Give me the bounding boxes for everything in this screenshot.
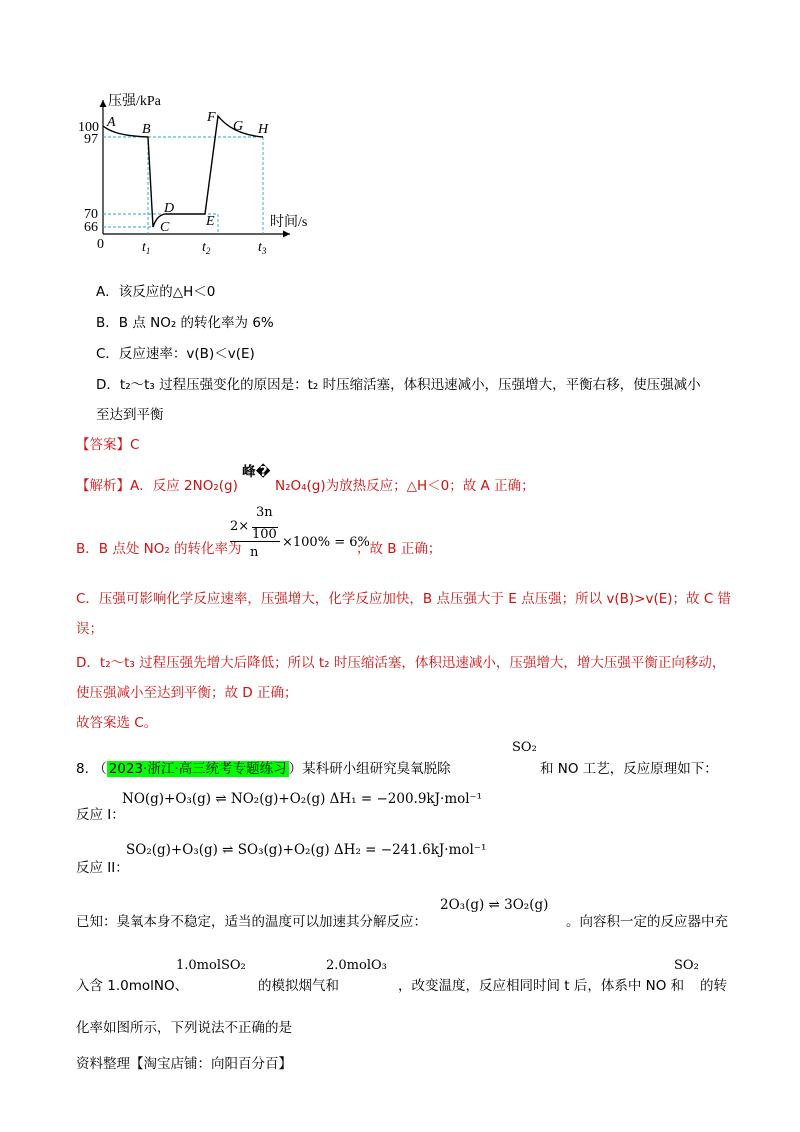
- known-text: 已知：臭氧本身不稳定，适当的温度可以加速其分解反应：: [76, 914, 427, 930]
- svg-text:G: G: [233, 119, 244, 134]
- analysis-c-line2: 误；: [76, 621, 103, 637]
- conditions-line-c: ，改变温度，反应相同时间 t 后，体系中 NO 和: [398, 978, 685, 994]
- o3-amount: 2.0molO₃: [326, 958, 387, 973]
- svg-text:A: A: [107, 115, 116, 130]
- y-axis-label: 压强/kPa: [108, 94, 161, 109]
- option-a: A．该反应的△H＜0: [96, 284, 216, 300]
- analysis-c-line1: C．压强可影响化学反应速率，压强增大，化学反应加快，B 点压强大于 E 点压强；所以 v(B)>v(E)；故 C 错: [76, 591, 732, 607]
- reaction-1-equation: NO(g)+O₃(g) ⇌ NO₂(g)+O₂(g) ΔH₁ = −200.9kJ·mol⁻¹: [122, 791, 483, 807]
- option-b: B．B 点 NO₂ 的转化率为 6%: [96, 315, 274, 331]
- reaction-2-equation: SO₂(g)+O₃(g) ⇌ SO₃(g)+O₂(g) ΔH₂ = −241.6kJ·mol⁻¹: [126, 842, 487, 858]
- guide-lines: [103, 137, 263, 234]
- reaction-1-label: 反应 I：: [76, 807, 125, 823]
- question-8-intro: 8. （ 2023·浙江·高三统考专题练习 ）某科研小组研究臭氧脱除: [76, 761, 451, 777]
- option-c: C．反应速率：v(B)＜v(E): [96, 346, 255, 362]
- reaction-2-label: 反应 II：: [76, 860, 129, 876]
- svg-text:H: H: [258, 122, 269, 137]
- option-d-line2: 至达到平衡: [96, 407, 164, 423]
- conditions-line-d: 的转: [700, 978, 727, 994]
- known-text-end: 。向容积一定的反应器中充: [566, 914, 728, 930]
- y-tick-97: 97: [84, 132, 98, 147]
- ozone-decomposition: 2O₃(g) ⇌ 3O₂(g): [440, 897, 549, 913]
- y-tick-66: 66: [84, 220, 98, 235]
- conditions-line-a: 入含 1.0molNO、: [76, 978, 189, 994]
- conditions-line-b: 的模拟烟气和: [258, 978, 339, 994]
- footer-source: 资料整理【淘宝店铺：向阳百分百】: [76, 1056, 292, 1072]
- analysis-d-line2: 使压强减小至达到平衡；故 D 正确；: [76, 685, 298, 701]
- so2-amount: 1.0molSO₂: [176, 958, 246, 973]
- x-tick-t1: $t_1$: [142, 240, 151, 256]
- conclusion: 故答案选 C。: [76, 715, 158, 731]
- y-tick-100: 100: [78, 120, 99, 135]
- answer: 【答案】C: [76, 437, 140, 453]
- x-tick-t2: $t_2$: [202, 240, 211, 256]
- x-tick-t3: $t_3$: [258, 240, 267, 256]
- svg-text:C: C: [160, 220, 170, 235]
- svg-text:B: B: [142, 122, 151, 137]
- svg-text:F: F: [207, 110, 216, 125]
- so2-formula-2: SO₂: [674, 958, 699, 973]
- source-tag: 2023·浙江·高三统考专题练习: [108, 761, 287, 777]
- pressure-time-chart: [78, 88, 320, 258]
- y-tick-70: 70: [84, 207, 98, 222]
- analysis-b-prefix: B．B 点处 NO₂ 的转化率为: [76, 541, 242, 557]
- so2-formula: SO₂: [512, 740, 537, 755]
- option-d-line1: D．t₂～t₃ 过程压强变化的原因是：t₂ 时压缩活塞，体积迅速减小，压强增大，平衡右移，使压强减小: [96, 377, 701, 393]
- garbled-symbol: 峰�: [242, 464, 271, 480]
- question-8-last-line: 化率如图所示，下列说法不正确的是: [76, 1020, 292, 1036]
- point-labels: [106, 110, 269, 235]
- svg-text:E: E: [206, 214, 215, 229]
- svg-text:D: D: [164, 201, 175, 216]
- analysis-a: 【解析】A．反应 2NO₂(g) 峰� N₂O₄(g)为放热反应；△H＜0；故 A 正确；: [76, 464, 535, 494]
- question-8-intro-end: 和 NO 工艺，反应原理如下：: [540, 761, 718, 777]
- analysis-b-suffix: ；故 B 正确；: [356, 541, 442, 557]
- x-axis-label: 时间/s: [270, 215, 308, 230]
- origin-label: 0: [97, 237, 104, 252]
- analysis-d-line1: D．t₂～t₃ 过程压强先增大后降低；所以 t₂ 时压缩活塞，体积迅速减小，压强增大，增大压强平衡正向移动，: [76, 655, 726, 671]
